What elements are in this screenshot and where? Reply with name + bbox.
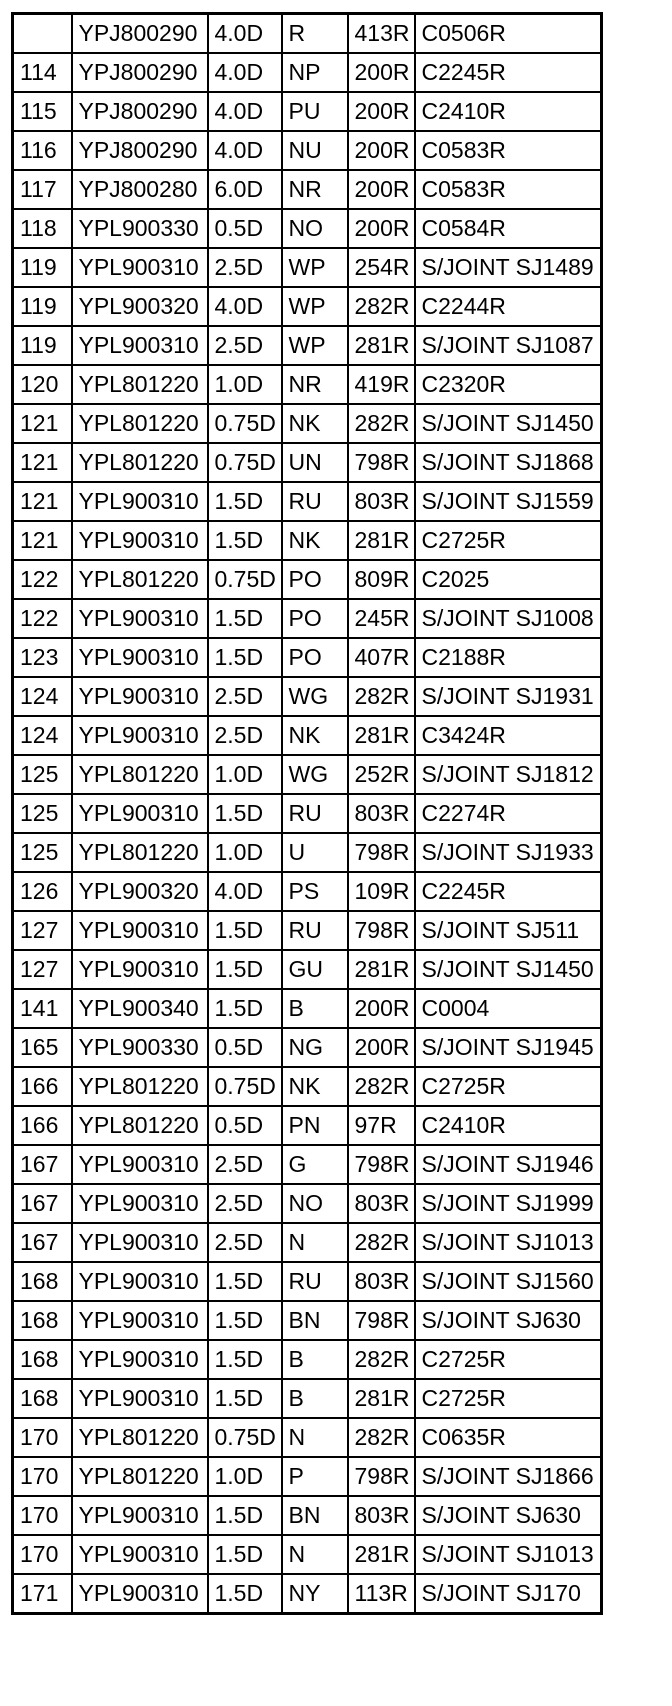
table-row xyxy=(13,1574,602,1614)
reference-cell: 798R xyxy=(348,1457,415,1496)
connection-cell: S/JOINT SJ1087 xyxy=(415,326,602,365)
color-code-cell: PS xyxy=(282,872,348,911)
table-row xyxy=(13,716,602,755)
connection-cell: S/JOINT SJ1946 xyxy=(415,1145,602,1184)
reference-cell: 798R xyxy=(348,911,415,950)
wiring-table-body xyxy=(13,14,602,1614)
row-number-cell: 117 xyxy=(13,170,72,209)
color-code-cell: NR xyxy=(282,365,348,404)
row-number-cell: 125 xyxy=(13,794,72,833)
connection-cell: C0004 xyxy=(415,989,602,1028)
part-number-cell: YPJ800290 xyxy=(72,131,208,170)
table-row xyxy=(13,833,602,872)
size-cell: 0.75D xyxy=(208,1067,282,1106)
part-number-cell: YPL900310 xyxy=(72,482,208,521)
table-row xyxy=(13,53,602,92)
row-number-cell: 124 xyxy=(13,716,72,755)
reference-cell: 252R xyxy=(348,755,415,794)
table-row xyxy=(13,950,602,989)
size-cell: 2.5D xyxy=(208,677,282,716)
table-row xyxy=(13,209,602,248)
row-number-cell: 115 xyxy=(13,92,72,131)
part-number-cell: YPJ800290 xyxy=(72,92,208,131)
part-number-cell: YPL900320 xyxy=(72,872,208,911)
part-number-cell: YPJ800290 xyxy=(72,14,208,54)
table-row xyxy=(13,482,602,521)
size-cell: 0.75D xyxy=(208,443,282,482)
reference-cell: 200R xyxy=(348,170,415,209)
color-code-cell: NR xyxy=(282,170,348,209)
part-number-cell: YPL900310 xyxy=(72,1223,208,1262)
part-number-cell: YPL900310 xyxy=(72,638,208,677)
size-cell: 4.0D xyxy=(208,53,282,92)
table-row xyxy=(13,1223,602,1262)
size-cell: 1.5D xyxy=(208,1496,282,1535)
color-code-cell: NP xyxy=(282,53,348,92)
row-number-cell: 121 xyxy=(13,482,72,521)
row-number-cell: 116 xyxy=(13,131,72,170)
size-cell: 1.5D xyxy=(208,1379,282,1418)
color-code-cell: GU xyxy=(282,950,348,989)
row-number-cell: 122 xyxy=(13,560,72,599)
reference-cell: 254R xyxy=(348,248,415,287)
reference-cell: 419R xyxy=(348,365,415,404)
table-row xyxy=(13,1028,602,1067)
size-cell: 4.0D xyxy=(208,131,282,170)
color-code-cell: PO xyxy=(282,638,348,677)
connection-cell: S/JOINT SJ630 xyxy=(415,1301,602,1340)
size-cell: 1.5D xyxy=(208,1340,282,1379)
connection-cell: C0583R xyxy=(415,170,602,209)
reference-cell: 200R xyxy=(348,209,415,248)
color-code-cell: NO xyxy=(282,209,348,248)
color-code-cell: BN xyxy=(282,1496,348,1535)
color-code-cell: U xyxy=(282,833,348,872)
row-number-cell: 168 xyxy=(13,1301,72,1340)
reference-cell: 809R xyxy=(348,560,415,599)
table-row xyxy=(13,560,602,599)
color-code-cell: NU xyxy=(282,131,348,170)
connection-cell: S/JOINT SJ1013 xyxy=(415,1535,602,1574)
size-cell: 1.0D xyxy=(208,1457,282,1496)
connection-cell: S/JOINT SJ1008 xyxy=(415,599,602,638)
color-code-cell: R xyxy=(282,14,348,54)
connection-cell: S/JOINT SJ1868 xyxy=(415,443,602,482)
color-code-cell: PO xyxy=(282,599,348,638)
table-row xyxy=(13,1301,602,1340)
size-cell: 1.5D xyxy=(208,1262,282,1301)
size-cell: 2.5D xyxy=(208,1223,282,1262)
reference-cell: 798R xyxy=(348,1301,415,1340)
reference-cell: 281R xyxy=(348,1379,415,1418)
part-number-cell: YPL900310 xyxy=(72,1379,208,1418)
size-cell: 2.5D xyxy=(208,326,282,365)
part-number-cell: YPL801220 xyxy=(72,1418,208,1457)
size-cell: 0.5D xyxy=(208,209,282,248)
row-number-cell: 123 xyxy=(13,638,72,677)
size-cell: 1.5D xyxy=(208,911,282,950)
size-cell: 2.5D xyxy=(208,1145,282,1184)
reference-cell: 281R xyxy=(348,326,415,365)
connection-cell: S/JOINT SJ1489 xyxy=(415,248,602,287)
table-row xyxy=(13,1379,602,1418)
part-number-cell: YPL900310 xyxy=(72,1574,208,1614)
reference-cell: 798R xyxy=(348,833,415,872)
reference-cell: 200R xyxy=(348,1028,415,1067)
part-number-cell: YPL900310 xyxy=(72,794,208,833)
reference-cell: 113R xyxy=(348,1574,415,1614)
color-code-cell: WG xyxy=(282,755,348,794)
size-cell: 4.0D xyxy=(208,14,282,54)
color-code-cell: NY xyxy=(282,1574,348,1614)
part-number-cell: YPL900310 xyxy=(72,326,208,365)
part-number-cell: YPL900310 xyxy=(72,599,208,638)
reference-cell: 803R xyxy=(348,1262,415,1301)
color-code-cell: NG xyxy=(282,1028,348,1067)
part-number-cell: YPL900310 xyxy=(72,950,208,989)
part-number-cell: YPL900310 xyxy=(72,1184,208,1223)
connection-cell: C2245R xyxy=(415,53,602,92)
reference-cell: 281R xyxy=(348,1535,415,1574)
row-number-cell: 119 xyxy=(13,326,72,365)
size-cell: 1.5D xyxy=(208,599,282,638)
connection-cell: C2320R xyxy=(415,365,602,404)
table-row xyxy=(13,1340,602,1379)
color-code-cell: N xyxy=(282,1223,348,1262)
color-code-cell: WG xyxy=(282,677,348,716)
reference-cell: 803R xyxy=(348,794,415,833)
table-row xyxy=(13,1262,602,1301)
size-cell: 0.75D xyxy=(208,560,282,599)
size-cell: 2.5D xyxy=(208,716,282,755)
size-cell: 4.0D xyxy=(208,92,282,131)
table-row xyxy=(13,443,602,482)
reference-cell: 282R xyxy=(348,287,415,326)
reference-cell: 282R xyxy=(348,677,415,716)
row-number-cell: 127 xyxy=(13,950,72,989)
color-code-cell: NK xyxy=(282,404,348,443)
table-row xyxy=(13,755,602,794)
size-cell: 1.5D xyxy=(208,1301,282,1340)
row-number-cell: 124 xyxy=(13,677,72,716)
part-number-cell: YPL900310 xyxy=(72,1262,208,1301)
row-number-cell xyxy=(13,14,72,54)
wiring-table xyxy=(11,12,603,1615)
reference-cell: 245R xyxy=(348,599,415,638)
part-number-cell: YPJ800280 xyxy=(72,170,208,209)
connection-cell: C0506R xyxy=(415,14,602,54)
reference-cell: 407R xyxy=(348,638,415,677)
size-cell: 1.5D xyxy=(208,521,282,560)
connection-cell: C0583R xyxy=(415,131,602,170)
row-number-cell: 120 xyxy=(13,365,72,404)
table-row xyxy=(13,989,602,1028)
size-cell: 2.5D xyxy=(208,1184,282,1223)
row-number-cell: 166 xyxy=(13,1106,72,1145)
size-cell: 0.75D xyxy=(208,1418,282,1457)
table-row xyxy=(13,287,602,326)
part-number-cell: YPL801220 xyxy=(72,404,208,443)
part-number-cell: YPL900310 xyxy=(72,521,208,560)
part-number-cell: YPL900310 xyxy=(72,1340,208,1379)
part-number-cell: YPL900310 xyxy=(72,677,208,716)
reference-cell: 200R xyxy=(348,131,415,170)
connection-cell: C2410R xyxy=(415,92,602,131)
part-number-cell: YPJ800290 xyxy=(72,53,208,92)
table-row xyxy=(13,1145,602,1184)
table-row xyxy=(13,365,602,404)
table-row xyxy=(13,599,602,638)
part-number-cell: YPL801220 xyxy=(72,833,208,872)
row-number-cell: 165 xyxy=(13,1028,72,1067)
part-number-cell: YPL900310 xyxy=(72,1301,208,1340)
color-code-cell: WP xyxy=(282,326,348,365)
row-number-cell: 168 xyxy=(13,1340,72,1379)
row-number-cell: 126 xyxy=(13,872,72,911)
part-number-cell: YPL900330 xyxy=(72,209,208,248)
size-cell: 1.5D xyxy=(208,482,282,521)
size-cell: 1.5D xyxy=(208,1574,282,1614)
part-number-cell: YPL900330 xyxy=(72,1028,208,1067)
part-number-cell: YPL900310 xyxy=(72,911,208,950)
part-number-cell: YPL801220 xyxy=(72,1067,208,1106)
row-number-cell: 170 xyxy=(13,1418,72,1457)
size-cell: 0.5D xyxy=(208,1028,282,1067)
row-number-cell: 171 xyxy=(13,1574,72,1614)
color-code-cell: P xyxy=(282,1457,348,1496)
size-cell: 6.0D xyxy=(208,170,282,209)
connection-cell: S/JOINT SJ1450 xyxy=(415,950,602,989)
reference-cell: 803R xyxy=(348,1184,415,1223)
size-cell: 0.75D xyxy=(208,404,282,443)
row-number-cell: 118 xyxy=(13,209,72,248)
size-cell: 1.0D xyxy=(208,833,282,872)
color-code-cell: NK xyxy=(282,521,348,560)
table-row xyxy=(13,794,602,833)
color-code-cell: G xyxy=(282,1145,348,1184)
part-number-cell: YPL801220 xyxy=(72,1106,208,1145)
reference-cell: 281R xyxy=(348,521,415,560)
reference-cell: 282R xyxy=(348,1340,415,1379)
table-row xyxy=(13,521,602,560)
color-code-cell: RU xyxy=(282,1262,348,1301)
color-code-cell: PU xyxy=(282,92,348,131)
reference-cell: 97R xyxy=(348,1106,415,1145)
table-row xyxy=(13,1457,602,1496)
row-number-cell: 121 xyxy=(13,443,72,482)
part-number-cell: YPL900310 xyxy=(72,1535,208,1574)
table-row xyxy=(13,677,602,716)
connection-cell: S/JOINT SJ1999 xyxy=(415,1184,602,1223)
reference-cell: 798R xyxy=(348,443,415,482)
connection-cell: S/JOINT SJ1013 xyxy=(415,1223,602,1262)
size-cell: 2.5D xyxy=(208,248,282,287)
connection-cell: S/JOINT SJ170 xyxy=(415,1574,602,1614)
row-number-cell: 170 xyxy=(13,1457,72,1496)
connection-cell: C2025 xyxy=(415,560,602,599)
table-row xyxy=(13,1106,602,1145)
color-code-cell: B xyxy=(282,1379,348,1418)
reference-cell: 282R xyxy=(348,404,415,443)
size-cell: 1.5D xyxy=(208,989,282,1028)
color-code-cell: B xyxy=(282,989,348,1028)
reference-cell: 200R xyxy=(348,53,415,92)
color-code-cell: BN xyxy=(282,1301,348,1340)
part-number-cell: YPL900340 xyxy=(72,989,208,1028)
connection-cell: S/JOINT SJ1945 xyxy=(415,1028,602,1067)
table-row xyxy=(13,92,602,131)
color-code-cell: RU xyxy=(282,482,348,521)
table-row xyxy=(13,404,602,443)
reference-cell: 200R xyxy=(348,989,415,1028)
color-code-cell: RU xyxy=(282,911,348,950)
connection-cell: C2725R xyxy=(415,1340,602,1379)
row-number-cell: 167 xyxy=(13,1184,72,1223)
size-cell: 0.5D xyxy=(208,1106,282,1145)
color-code-cell: N xyxy=(282,1418,348,1457)
color-code-cell: N xyxy=(282,1535,348,1574)
connection-cell: S/JOINT SJ511 xyxy=(415,911,602,950)
table-row xyxy=(13,872,602,911)
table-row xyxy=(13,131,602,170)
table-row xyxy=(13,1418,602,1457)
reference-cell: 282R xyxy=(348,1223,415,1262)
part-number-cell: YPL801220 xyxy=(72,443,208,482)
row-number-cell: 125 xyxy=(13,833,72,872)
row-number-cell: 121 xyxy=(13,521,72,560)
row-number-cell: 167 xyxy=(13,1223,72,1262)
row-number-cell: 170 xyxy=(13,1535,72,1574)
table-row xyxy=(13,14,602,54)
connection-cell: S/JOINT SJ1559 xyxy=(415,482,602,521)
reference-cell: 200R xyxy=(348,92,415,131)
connection-cell: C2725R xyxy=(415,1379,602,1418)
connection-cell: C2274R xyxy=(415,794,602,833)
reference-cell: 803R xyxy=(348,482,415,521)
connection-cell: S/JOINT SJ1933 xyxy=(415,833,602,872)
connection-cell: C2725R xyxy=(415,521,602,560)
reference-cell: 798R xyxy=(348,1145,415,1184)
row-number-cell: 168 xyxy=(13,1262,72,1301)
size-cell: 4.0D xyxy=(208,872,282,911)
connection-cell: C2244R xyxy=(415,287,602,326)
row-number-cell: 122 xyxy=(13,599,72,638)
size-cell: 1.0D xyxy=(208,755,282,794)
reference-cell: 281R xyxy=(348,950,415,989)
table-row xyxy=(13,1067,602,1106)
part-number-cell: YPL801220 xyxy=(72,1457,208,1496)
connection-cell: C2245R xyxy=(415,872,602,911)
table-row xyxy=(13,248,602,287)
color-code-cell: NK xyxy=(282,716,348,755)
row-number-cell: 127 xyxy=(13,911,72,950)
part-number-cell: YPL801220 xyxy=(72,755,208,794)
reference-cell: 803R xyxy=(348,1496,415,1535)
connection-cell: C2725R xyxy=(415,1067,602,1106)
table-row xyxy=(13,326,602,365)
row-number-cell: 167 xyxy=(13,1145,72,1184)
row-number-cell: 125 xyxy=(13,755,72,794)
part-number-cell: YPL801220 xyxy=(72,560,208,599)
connection-cell: C2410R xyxy=(415,1106,602,1145)
connection-cell: S/JOINT SJ1866 xyxy=(415,1457,602,1496)
row-number-cell: 170 xyxy=(13,1496,72,1535)
table-row xyxy=(13,1496,602,1535)
size-cell: 1.0D xyxy=(208,365,282,404)
connection-cell: C3424R xyxy=(415,716,602,755)
reference-cell: 413R xyxy=(348,14,415,54)
size-cell: 1.5D xyxy=(208,1535,282,1574)
part-number-cell: YPL900310 xyxy=(72,716,208,755)
connection-cell: C0584R xyxy=(415,209,602,248)
color-code-cell: WP xyxy=(282,287,348,326)
size-cell: 1.5D xyxy=(208,950,282,989)
row-number-cell: 121 xyxy=(13,404,72,443)
size-cell: 1.5D xyxy=(208,794,282,833)
row-number-cell: 166 xyxy=(13,1067,72,1106)
color-code-cell: UN xyxy=(282,443,348,482)
color-code-cell: WP xyxy=(282,248,348,287)
row-number-cell: 119 xyxy=(13,248,72,287)
reference-cell: 109R xyxy=(348,872,415,911)
part-number-cell: YPL900310 xyxy=(72,248,208,287)
part-number-cell: YPL900320 xyxy=(72,287,208,326)
row-number-cell: 168 xyxy=(13,1379,72,1418)
row-number-cell: 119 xyxy=(13,287,72,326)
connection-cell: S/JOINT SJ1812 xyxy=(415,755,602,794)
connection-cell: C2188R xyxy=(415,638,602,677)
row-number-cell: 141 xyxy=(13,989,72,1028)
part-number-cell: YPL900310 xyxy=(72,1145,208,1184)
part-number-cell: YPL801220 xyxy=(72,365,208,404)
reference-cell: 282R xyxy=(348,1418,415,1457)
connection-cell: C0635R xyxy=(415,1418,602,1457)
color-code-cell: B xyxy=(282,1340,348,1379)
connection-cell: S/JOINT SJ1931 xyxy=(415,677,602,716)
color-code-cell: PN xyxy=(282,1106,348,1145)
reference-cell: 281R xyxy=(348,716,415,755)
connection-cell: S/JOINT SJ1450 xyxy=(415,404,602,443)
row-number-cell: 114 xyxy=(13,53,72,92)
color-code-cell: NK xyxy=(282,1067,348,1106)
table-row xyxy=(13,638,602,677)
size-cell: 4.0D xyxy=(208,287,282,326)
color-code-cell: NO xyxy=(282,1184,348,1223)
connection-cell: S/JOINT SJ630 xyxy=(415,1496,602,1535)
connection-cell: S/JOINT SJ1560 xyxy=(415,1262,602,1301)
table-row xyxy=(13,1184,602,1223)
size-cell: 1.5D xyxy=(208,638,282,677)
reference-cell: 282R xyxy=(348,1067,415,1106)
table-row xyxy=(13,1535,602,1574)
table-row xyxy=(13,911,602,950)
color-code-cell: RU xyxy=(282,794,348,833)
table-row xyxy=(13,170,602,209)
color-code-cell: PO xyxy=(282,560,348,599)
part-number-cell: YPL900310 xyxy=(72,1496,208,1535)
